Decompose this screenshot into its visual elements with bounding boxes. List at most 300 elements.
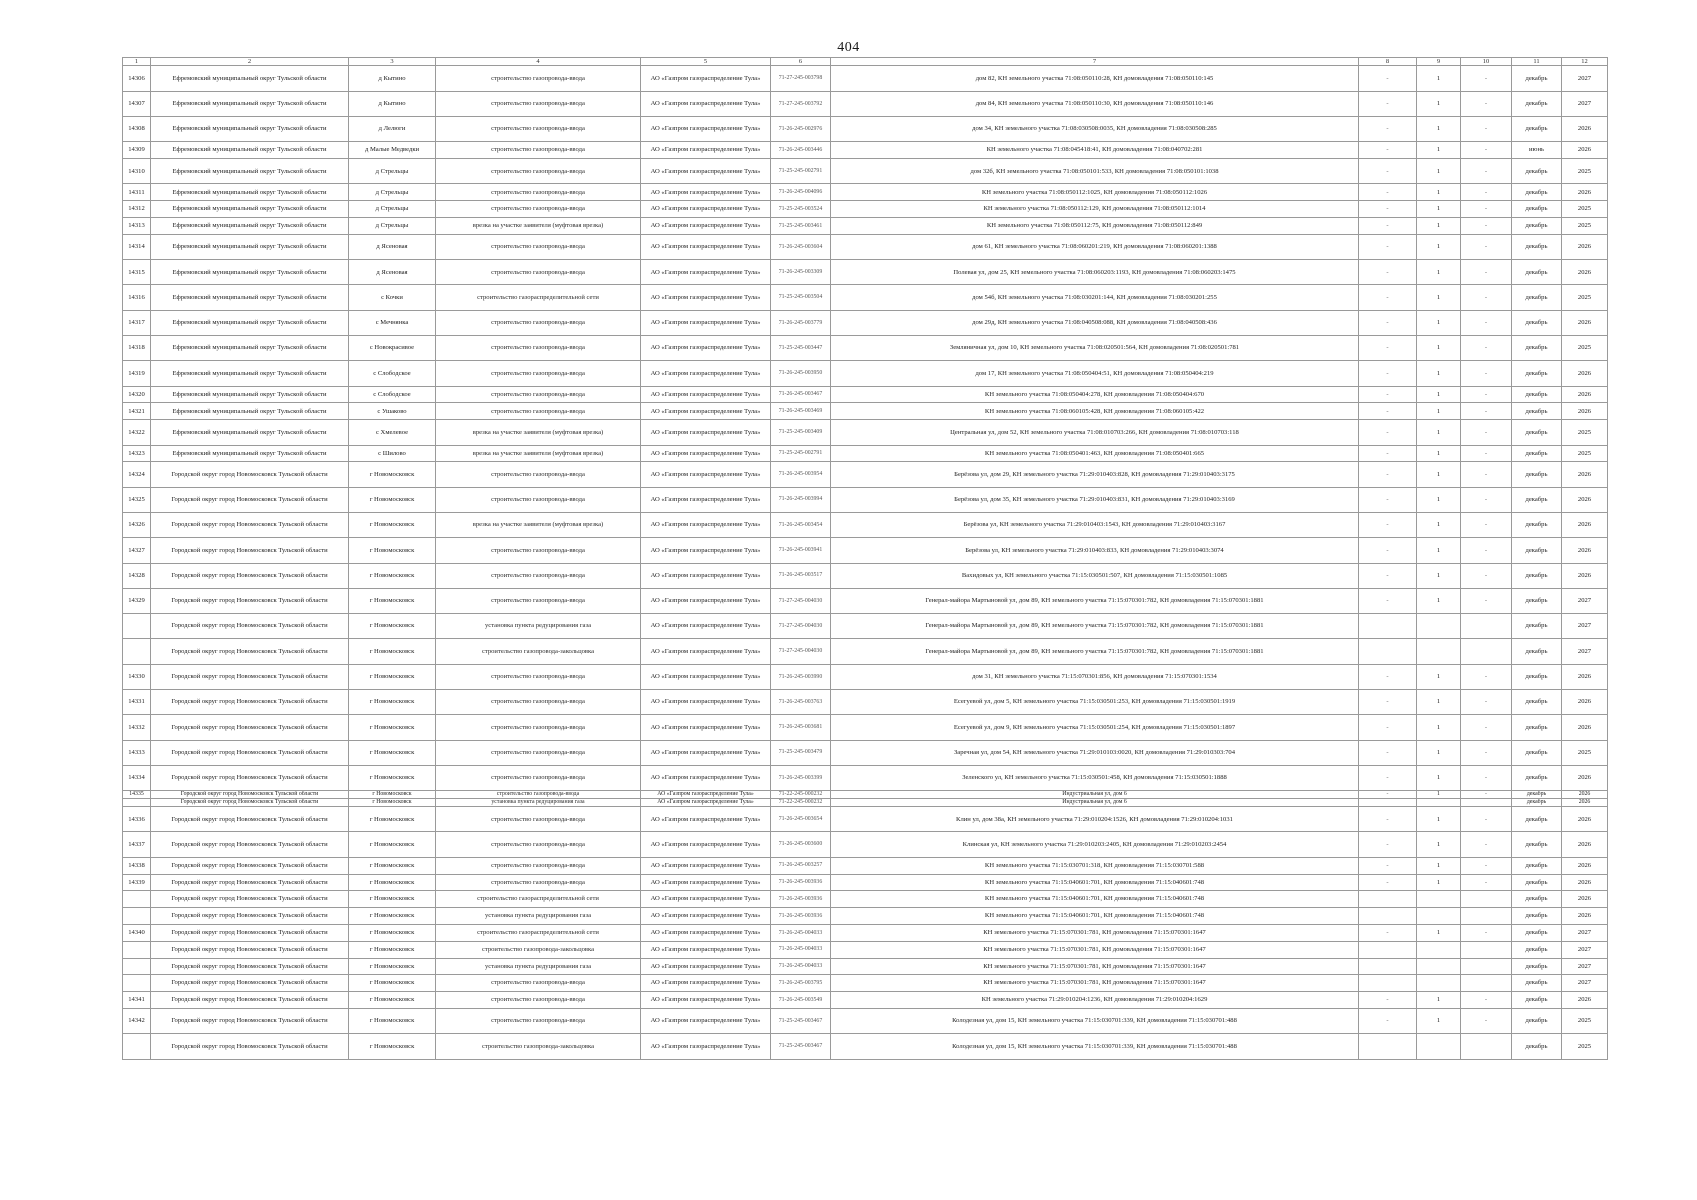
table-row [123, 218, 1608, 235]
address-cell: Индустриальная ул, дом 6 [831, 791, 1359, 799]
municipality-cell: Городской округ город Новомосковск Тульской области [151, 891, 349, 908]
column-9-cell [1417, 614, 1461, 639]
organization-cell: АО «Газпром газораспределение Тула» [641, 234, 771, 259]
address-cell: КН земельного участка 71:08:050112:75, КН домовладения 71:08:050112:849 [831, 218, 1359, 235]
column-8-cell: - [1359, 142, 1417, 159]
column-header: 3 [349, 58, 436, 66]
municipality-cell: Ефремовский муниципальный округ Тульской области [151, 336, 349, 361]
application-code-cell: 71-25-245-003479 [771, 740, 831, 765]
year-cell: 2027 [1562, 941, 1608, 958]
column-9-cell: 1 [1417, 874, 1461, 891]
locality-cell: г Новомосковск [349, 765, 436, 790]
organization-cell: АО «Газпром газораспределение Тула» [641, 184, 771, 201]
work-type-cell: строительство газопровода-ввода [436, 184, 641, 201]
application-code-cell: 71-26-245-003936 [771, 891, 831, 908]
locality-cell: с Ушаково [349, 403, 436, 420]
application-code-cell: 71-26-245-003936 [771, 874, 831, 891]
application-code-cell: 71-27-245-003798 [771, 66, 831, 91]
column-header: 6 [771, 58, 831, 66]
month-cell: декабрь [1512, 807, 1562, 832]
year-cell: 2026 [1562, 874, 1608, 891]
month-cell: декабрь [1512, 361, 1562, 386]
organization-cell: АО «Газпром газораспределение Тула» [641, 975, 771, 992]
address-cell: Есегуевой ул, дом 5, КН земельного участка 71:15:030501:253, КН домовладения 71:15:030501:1919 [831, 689, 1359, 714]
address-cell: КН земельного участка 71:08:045418:41, КН домовладения 71:08:040702:281 [831, 142, 1359, 159]
address-cell: Зеленского ул, КН земельного участка 71:15:030501:458, КН домовладения 71:15:030501:1888 [831, 765, 1359, 790]
column-9-cell: 1 [1417, 403, 1461, 420]
table-row [123, 201, 1608, 218]
table-row [123, 614, 1608, 639]
column-10-cell: - [1461, 664, 1512, 689]
table-row [123, 924, 1608, 941]
table-row [123, 975, 1608, 992]
row-number: 14321 [123, 403, 151, 420]
application-code-cell: 71-26-245-004033 [771, 924, 831, 941]
column-8-cell: - [1359, 91, 1417, 116]
municipality-cell: Ефремовский муниципальный округ Тульской области [151, 403, 349, 420]
month-cell: декабрь [1512, 462, 1562, 487]
application-code-cell: 71-25-245-002791 [771, 445, 831, 462]
month-cell: декабрь [1512, 664, 1562, 689]
address-cell: КН земельного участка 71:08:050404:278, КН домовладения 71:08:050404:670 [831, 386, 1359, 403]
year-cell: 2027 [1562, 975, 1608, 992]
month-cell: декабрь [1512, 799, 1562, 807]
month-cell: декабрь [1512, 184, 1562, 201]
application-code-cell: 71-22-245-000232 [771, 799, 831, 807]
table-row [123, 799, 1608, 807]
column-8-cell: - [1359, 588, 1417, 613]
address-cell: КН земельного участка 71:08:050112:1025, КН домовладения 71:08:050112:1026 [831, 184, 1359, 201]
organization-cell: АО «Газпром газораспределение Тула» [641, 361, 771, 386]
municipality-cell: Городской округ город Новомосковск Тульской области [151, 857, 349, 874]
organization-cell: АО «Газпром газораспределение Тула» [641, 403, 771, 420]
locality-cell: с Кочки [349, 285, 436, 310]
municipality-cell: Городской округ город Новомосковск Тульской области [151, 807, 349, 832]
organization-cell: АО «Газпром газораспределение Тула» [641, 588, 771, 613]
organization-cell: АО «Газпром газораспределение Тула» [641, 563, 771, 588]
municipality-cell: Городской округ город Новомосковск Тульской области [151, 538, 349, 563]
column-10-cell: - [1461, 807, 1512, 832]
organization-cell: АО «Газпром газораспределение Тула» [641, 512, 771, 537]
organization-cell: АО «Газпром газораспределение Тула» [641, 66, 771, 91]
address-cell: Индустриальная ул, дом 6 [831, 799, 1359, 807]
table-header-row [123, 58, 1608, 66]
column-10-cell: - [1461, 91, 1512, 116]
row-number: 14318 [123, 336, 151, 361]
column-9-cell: 1 [1417, 234, 1461, 259]
application-code-cell: 71-26-245-003990 [771, 664, 831, 689]
column-10-cell: - [1461, 992, 1512, 1009]
locality-cell: г Новомосковск [349, 791, 436, 799]
table-row [123, 462, 1608, 487]
address-cell: КН земельного участка 71:15:040601:701, КН домовладения 71:15:040601:748 [831, 891, 1359, 908]
application-code-cell: 71-26-245-003604 [771, 234, 831, 259]
row-number [123, 975, 151, 992]
work-type-cell: строительство газопровода-закольцовка [436, 941, 641, 958]
month-cell: декабрь [1512, 992, 1562, 1009]
organization-cell: АО «Газпром газораспределение Тула» [641, 310, 771, 335]
municipality-cell: Ефремовский муниципальный округ Тульской области [151, 445, 349, 462]
row-number: 14342 [123, 1008, 151, 1033]
locality-cell: г Новомосковск [349, 689, 436, 714]
work-type-cell: строительство газопровода-ввода [436, 857, 641, 874]
row-number: 14308 [123, 117, 151, 142]
column-9-cell: 1 [1417, 218, 1461, 235]
table-row [123, 664, 1608, 689]
municipality-cell: Ефремовский муниципальный округ Тульской области [151, 117, 349, 142]
column-9-cell: 1 [1417, 992, 1461, 1009]
locality-cell: г Новомосковск [349, 857, 436, 874]
year-cell: 2026 [1562, 462, 1608, 487]
year-cell: 2027 [1562, 588, 1608, 613]
organization-cell: АО «Газпром газораспределение Тула» [641, 91, 771, 116]
locality-cell: г Новомосковск [349, 992, 436, 1009]
month-cell: декабрь [1512, 66, 1562, 91]
column-10-cell: - [1461, 832, 1512, 857]
row-number: 14330 [123, 664, 151, 689]
column-10-cell [1461, 958, 1512, 975]
locality-cell: г Новомосковск [349, 512, 436, 537]
address-cell: Генерал-майора Мартыновой ул, дом 89, КН земельного участка 71:15:070301:782, КН домовладения 71:15:070301:1881 [831, 588, 1359, 613]
column-9-cell: 1 [1417, 807, 1461, 832]
work-type-cell: строительство газопровода-ввода [436, 91, 641, 116]
application-code-cell: 71-26-245-003795 [771, 975, 831, 992]
locality-cell: д Стрельцы [349, 184, 436, 201]
table-row [123, 563, 1608, 588]
locality-cell: г Новомосковск [349, 664, 436, 689]
municipality-cell: Ефремовский муниципальный округ Тульской области [151, 420, 349, 445]
column-8-cell [1359, 639, 1417, 664]
column-10-cell: - [1461, 184, 1512, 201]
row-number: 14319 [123, 361, 151, 386]
column-8-cell: - [1359, 445, 1417, 462]
municipality-cell: Городской округ город Новомосковск Тульской области [151, 614, 349, 639]
locality-cell: г Новомосковск [349, 799, 436, 807]
column-9-cell: 1 [1417, 924, 1461, 941]
locality-cell: д Стрельцы [349, 201, 436, 218]
row-number: 14311 [123, 184, 151, 201]
column-9-cell [1417, 975, 1461, 992]
column-10-cell [1461, 975, 1512, 992]
year-cell: 2026 [1562, 891, 1608, 908]
organization-cell: АО «Газпром газораспределение Тула» [641, 420, 771, 445]
locality-cell: д Лелюги [349, 117, 436, 142]
row-number: 14314 [123, 234, 151, 259]
table-row [123, 908, 1608, 925]
address-cell: Колодезная ул, дом 15, КН земельного участка 71:15:030701:339, КН домовладения 71:15:030701:488 [831, 1034, 1359, 1059]
organization-cell: АО «Газпром газораспределение Тула» [641, 538, 771, 563]
row-number: 14338 [123, 857, 151, 874]
month-cell: декабрь [1512, 1008, 1562, 1033]
month-cell: декабрь [1512, 445, 1562, 462]
row-number: 14333 [123, 740, 151, 765]
address-cell: Берёзова ул, КН земельного участка 71:29:010403:1543, КН домовладения 71:29:010403:3167 [831, 512, 1359, 537]
column-9-cell: 1 [1417, 487, 1461, 512]
municipality-cell: Ефремовский муниципальный округ Тульской области [151, 310, 349, 335]
month-cell: декабрь [1512, 159, 1562, 184]
month-cell: декабрь [1512, 924, 1562, 941]
locality-cell: с Мечнянка [349, 310, 436, 335]
municipality-cell: Ефремовский муниципальный округ Тульской области [151, 184, 349, 201]
address-cell: Полевая ул, дом 25, КН земельного участка 71:08:060203:1193, КН домовладения 71:08:060203:1475 [831, 260, 1359, 285]
row-number [123, 614, 151, 639]
column-9-cell: 1 [1417, 361, 1461, 386]
locality-cell: г Новомосковск [349, 563, 436, 588]
month-cell: декабрь [1512, 403, 1562, 420]
column-10-cell: - [1461, 234, 1512, 259]
month-cell: декабрь [1512, 420, 1562, 445]
locality-cell: г Новомосковск [349, 941, 436, 958]
month-cell: декабрь [1512, 310, 1562, 335]
work-type-cell: установка пункта редуцирования газа [436, 799, 641, 807]
column-header: 2 [151, 58, 349, 66]
column-8-cell [1359, 975, 1417, 992]
work-type-cell: строительство газопровода-ввода [436, 386, 641, 403]
column-8-cell: - [1359, 689, 1417, 714]
year-cell: 2026 [1562, 563, 1608, 588]
month-cell: декабрь [1512, 512, 1562, 537]
row-number: 14307 [123, 91, 151, 116]
application-code-cell: 71-26-245-003309 [771, 260, 831, 285]
organization-cell: АО «Газпром газораспределение Тула» [641, 992, 771, 1009]
locality-cell: д Стрельцы [349, 218, 436, 235]
address-cell: дом 34, КН земельного участка 71:08:030508:0035, КН домовладения 71:08:030508:285 [831, 117, 1359, 142]
table-row [123, 361, 1608, 386]
municipality-cell: Ефремовский муниципальный округ Тульской области [151, 91, 349, 116]
year-cell: 2026 [1562, 538, 1608, 563]
column-8-cell: - [1359, 260, 1417, 285]
application-code-cell: 71-27-245-004030 [771, 614, 831, 639]
work-type-cell: строительство газопровода-ввода [436, 689, 641, 714]
organization-cell: АО «Газпром газораспределение Тула» [641, 614, 771, 639]
column-8-cell [1359, 891, 1417, 908]
organization-cell: АО «Газпром газораспределение Тула» [641, 908, 771, 925]
municipality-cell: Ефремовский муниципальный округ Тульской области [151, 260, 349, 285]
column-8-cell: - [1359, 462, 1417, 487]
column-9-cell [1417, 958, 1461, 975]
municipality-cell: Городской округ город Новомосковск Тульской области [151, 992, 349, 1009]
column-9-cell: 1 [1417, 310, 1461, 335]
organization-cell: АО «Газпром газораспределение Тула» [641, 715, 771, 740]
work-type-cell: строительство газораспределительной сети [436, 924, 641, 941]
locality-cell: г Новомосковск [349, 538, 436, 563]
column-8-cell: - [1359, 403, 1417, 420]
application-code-cell: 71-26-245-004033 [771, 941, 831, 958]
row-number: 14310 [123, 159, 151, 184]
column-8-cell: - [1359, 159, 1417, 184]
column-9-cell: 1 [1417, 260, 1461, 285]
table-row [123, 639, 1608, 664]
municipality-cell: Ефремовский муниципальный округ Тульской области [151, 386, 349, 403]
column-10-cell: - [1461, 201, 1512, 218]
municipality-cell: Городской округ город Новомосковск Тульской области [151, 588, 349, 613]
organization-cell: АО «Газпром газораспределение Тула» [641, 740, 771, 765]
address-cell: КН земельного участка 71:15:070301:781, КН домовладения 71:15:070301:1647 [831, 924, 1359, 941]
locality-cell: г Новомосковск [349, 588, 436, 613]
organization-cell: АО «Газпром газораспределение Тула» [641, 117, 771, 142]
application-code-cell: 71-26-245-003399 [771, 765, 831, 790]
column-8-cell: - [1359, 791, 1417, 799]
table-row [123, 403, 1608, 420]
table-row [123, 958, 1608, 975]
column-10-cell [1461, 799, 1512, 807]
month-cell: декабрь [1512, 588, 1562, 613]
organization-cell: АО «Газпром газораспределение Тула» [641, 958, 771, 975]
page-number: 404 [837, 40, 860, 55]
application-code-cell: 71-25-245-003467 [771, 1008, 831, 1033]
year-cell: 2027 [1562, 958, 1608, 975]
application-code-cell: 71-27-245-003792 [771, 91, 831, 116]
column-10-cell: - [1461, 285, 1512, 310]
municipality-cell: Городской округ город Новомосковск Тульской области [151, 740, 349, 765]
column-header: 5 [641, 58, 771, 66]
row-number: 14337 [123, 832, 151, 857]
address-cell: Центральная ул, дом 52, КН земельного участка 71:08:010703:266, КН домовладения 71:08:010703:118 [831, 420, 1359, 445]
column-10-cell: - [1461, 117, 1512, 142]
column-8-cell: - [1359, 117, 1417, 142]
row-number: 14322 [123, 420, 151, 445]
application-code-cell: 71-26-245-003517 [771, 563, 831, 588]
row-number [123, 639, 151, 664]
year-cell: 2026 [1562, 403, 1608, 420]
row-number: 14334 [123, 765, 151, 790]
organization-cell: АО «Газпром газораспределение Тула» [641, 924, 771, 941]
column-9-cell [1417, 1034, 1461, 1059]
address-cell: Генерал-майора Мартыновой ул, дом 89, КН земельного участка 71:15:070301:782, КН домовладения 71:15:070301:1881 [831, 614, 1359, 639]
table-row [123, 420, 1608, 445]
month-cell: декабрь [1512, 975, 1562, 992]
year-cell: 2026 [1562, 807, 1608, 832]
locality-cell: с Новокрасивое [349, 336, 436, 361]
address-cell: дом 32б, КН земельного участка 71:08:050101:533, КН домовладения 71:08:050101:1038 [831, 159, 1359, 184]
column-8-cell: - [1359, 66, 1417, 91]
application-code-cell: 71-26-245-003654 [771, 807, 831, 832]
column-9-cell: 1 [1417, 285, 1461, 310]
column-8-cell: - [1359, 487, 1417, 512]
organization-cell: АО «Газпром газораспределение Тула» [641, 487, 771, 512]
month-cell: декабрь [1512, 639, 1562, 664]
column-8-cell: - [1359, 740, 1417, 765]
year-cell: 2025 [1562, 740, 1608, 765]
application-code-cell: 71-26-245-003549 [771, 992, 831, 1009]
column-9-cell: 1 [1417, 740, 1461, 765]
municipality-cell: Городской округ город Новомосковск Тульской области [151, 664, 349, 689]
work-type-cell: строительство газопровода-ввода [436, 664, 641, 689]
work-type-cell: строительство газопровода-ввода [436, 874, 641, 891]
month-cell: декабрь [1512, 874, 1562, 891]
row-number: 14325 [123, 487, 151, 512]
column-10-cell: - [1461, 563, 1512, 588]
row-number: 14316 [123, 285, 151, 310]
year-cell: 2027 [1562, 639, 1608, 664]
address-cell: Вахидовых ул, КН земельного участка 71:15:030501:507, КН домовладения 71:15:030501:1085 [831, 563, 1359, 588]
work-type-cell: строительство газопровода-ввода [436, 1008, 641, 1033]
row-number: 14326 [123, 512, 151, 537]
row-number: 14320 [123, 386, 151, 403]
locality-cell: с Слободское [349, 361, 436, 386]
month-cell: декабрь [1512, 908, 1562, 925]
table-row [123, 66, 1608, 91]
table-row [123, 807, 1608, 832]
address-cell: КН земельного участка 71:08:050112:129, КН домовладения 71:08:050112:1014 [831, 201, 1359, 218]
column-9-cell: 1 [1417, 538, 1461, 563]
table-row [123, 184, 1608, 201]
municipality-cell: Городской округ город Новомосковск Тульской области [151, 1008, 349, 1033]
column-9-cell: 1 [1417, 445, 1461, 462]
table-row [123, 142, 1608, 159]
organization-cell: АО «Газпром газораспределение Тула» [641, 1034, 771, 1059]
organization-cell: АО «Газпром газораспределение Тула» [641, 639, 771, 664]
year-cell: 2026 [1562, 512, 1608, 537]
organization-cell: АО «Газпром газораспределение Тула» [641, 941, 771, 958]
municipality-cell: Городской округ город Новомосковск Тульской области [151, 975, 349, 992]
work-type-cell: строительство газопровода-ввода [436, 201, 641, 218]
municipality-cell: Городской округ город Новомосковск Тульской области [151, 958, 349, 975]
municipality-cell: Городской округ город Новомосковск Тульской области [151, 874, 349, 891]
work-type-cell: строительство газопровода-ввода [436, 791, 641, 799]
locality-cell: с Шилово [349, 445, 436, 462]
year-cell: 2026 [1562, 791, 1608, 799]
column-10-cell: - [1461, 740, 1512, 765]
column-8-cell: - [1359, 563, 1417, 588]
column-10-cell: - [1461, 924, 1512, 941]
table-row [123, 159, 1608, 184]
locality-cell: д Стрельцы [349, 159, 436, 184]
application-code-cell: 71-26-245-004033 [771, 958, 831, 975]
year-cell: 2026 [1562, 260, 1608, 285]
column-8-cell: - [1359, 361, 1417, 386]
organization-cell: АО «Газпром газораспределение Тула» [641, 689, 771, 714]
address-cell: дом 17, КН земельного участка 71:08:050404:51, КН домовладения 71:08:050404:219 [831, 361, 1359, 386]
row-number: 14324 [123, 462, 151, 487]
table-row [123, 941, 1608, 958]
organization-cell: АО «Газпром газораспределение Тула» [641, 664, 771, 689]
municipality-cell: Ефремовский муниципальный округ Тульской области [151, 285, 349, 310]
organization-cell: АО «Газпром газораспределение Тула» [641, 832, 771, 857]
column-10-cell [1461, 1034, 1512, 1059]
year-cell: 2025 [1562, 336, 1608, 361]
municipality-cell: Ефремовский муниципальный округ Тульской области [151, 142, 349, 159]
column-10-cell [1461, 941, 1512, 958]
organization-cell: АО «Газпром газораспределение Тула» [641, 336, 771, 361]
column-8-cell: - [1359, 310, 1417, 335]
column-9-cell: 1 [1417, 66, 1461, 91]
work-type-cell: строительство газопровода-закольцовка [436, 1034, 641, 1059]
month-cell: декабрь [1512, 715, 1562, 740]
locality-cell: г Новомосковск [349, 1034, 436, 1059]
municipality-cell: Городской округ город Новомосковск Тульской области [151, 512, 349, 537]
column-9-cell: 1 [1417, 563, 1461, 588]
year-cell: 2026 [1562, 184, 1608, 201]
table-row [123, 336, 1608, 361]
work-type-cell: строительство газораспределительной сети [436, 891, 641, 908]
registry-table [122, 57, 1608, 1060]
application-code-cell: 71-26-245-003779 [771, 310, 831, 335]
month-cell: декабрь [1512, 689, 1562, 714]
column-header: 4 [436, 58, 641, 66]
municipality-cell: Ефремовский муниципальный округ Тульской области [151, 361, 349, 386]
work-type-cell: строительство газопровода-ввода [436, 159, 641, 184]
work-type-cell: строительство газопровода-ввода [436, 588, 641, 613]
year-cell: 2025 [1562, 420, 1608, 445]
month-cell: декабрь [1512, 538, 1562, 563]
row-number: 14327 [123, 538, 151, 563]
column-8-cell: - [1359, 1008, 1417, 1033]
work-type-cell: установка пункта редуцирования газа [436, 614, 641, 639]
month-cell: декабрь [1512, 958, 1562, 975]
work-type-cell: строительство газопровода-ввода [436, 832, 641, 857]
column-header: 1 [123, 58, 151, 66]
